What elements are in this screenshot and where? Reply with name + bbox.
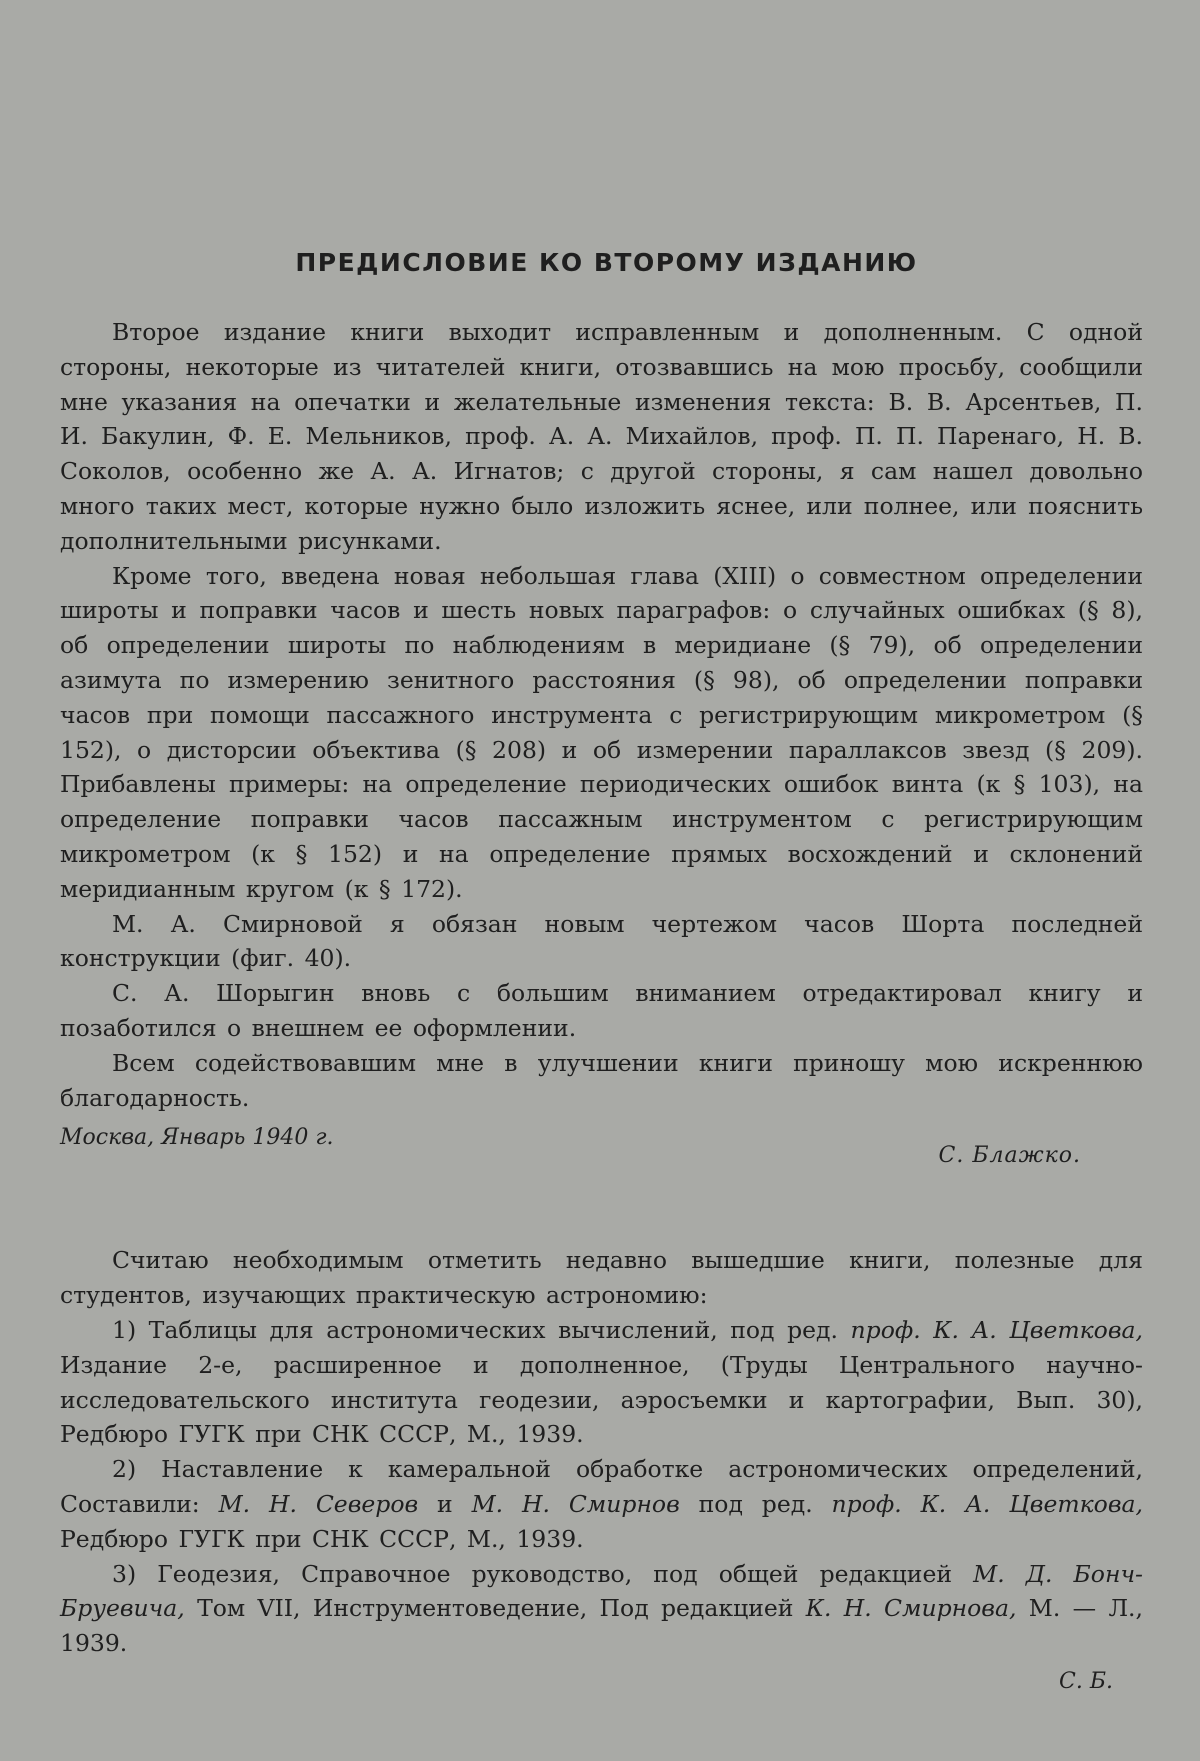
paragraph: Второе издание книги выходит исправленным и дополненным. С одной стороны, некоторые из читателей книги, отозвавшись на мою просьбу, сообщили мне указания на опечатки и желательные изменения текста: В. В. Арсентьев, П. И. Бакулин, Ф. Е. Мельников, проф. А. А. Михайлов, проф. П. П. Паренаго, Н. В. Соколов, особенно же А. А. Игнатов; с другой стороны, я сам нашел довольно много таких мест, которые нужно было изложить яснее, или полнее, или пояснить дополнительными рисунками. (60, 318, 1143, 555)
place-date: Москва, Январь 1940 г. (60, 1125, 334, 1151)
page-title: ПРЕДИСЛОВИЕ КО ВТОРОМУ ИЗДАНИЮ (295, 248, 918, 277)
reference-editor: К. Н. Смирнова, (805, 1594, 1017, 1623)
reference-text: Редбюро ГУГК при СНК СССР, М., 1939. (60, 1524, 584, 1553)
reference-author: М. Н. Смирнов (471, 1489, 680, 1518)
reference-editor: М. Д. Бонч-Бруевича, (60, 1559, 1143, 1623)
reference-editor: проф. К. А. Цветкова, (850, 1315, 1143, 1344)
note-intro: Считаю необходимым отметить недавно вышедшие книги, полезные для студентов, изучающих практическую астрономию: (60, 1246, 1143, 1310)
preface-body (60, 315, 1143, 1115)
book-reference (60, 1452, 1143, 1556)
reference-text: Издание 2-е, расширенное и дополненное, (Труды Центрального научно-исследовательского института геодезии, аэросъемки и картографии, Вып. 30), Редбюро ГУГК при СНК СССР, М., 1939. (60, 1350, 1143, 1449)
reference-author: М. Н. Северов (218, 1489, 419, 1518)
reference-text: 1) Таблицы для астрономических вычислений, под ред. (112, 1315, 851, 1344)
reference-text: 2) Наставление к камеральной обработке астрономических определений, Составили: (60, 1455, 1143, 1518)
reference-editor: проф. К. А. Цветкова, (831, 1489, 1143, 1518)
book-reference (60, 1313, 1143, 1452)
signature-row (60, 1125, 1143, 1181)
paragraph: Кроме того, введена новая небольшая глава (XIII) о совместном определении широты и поправки часов и шесть новых параграфов: о случайных ошибках (§ 8), об определении широты по наблюдениям в меридиане (§ 79), об определении азимута по измерению зенитного расстояния (§ 98), об определении поправки часов при помощи пассажного инструмента с регистрирующим микрометром (§ 152), о дисторсии объектива (§ 208) и об измерении параллаксов звезд (§ 209). Прибавлены примеры: на определение периодических ошибок винта (к § 103), на определение поправки часов пассажным инструментом с регистрирующим микрометром (к § 152) и на определение прямых восхождений и склонений меридианным кругом (к § 172). (60, 561, 1143, 903)
note-signature: С. Б. (1059, 1668, 1113, 1694)
reference-text: М. — Л., 1939. (60, 1594, 1143, 1658)
reference-text: и (418, 1489, 472, 1518)
reference-text: 3) Геодезия, Справочное руководство, под общей редакцией (112, 1559, 974, 1588)
paragraph: М. А. Смирновой я обязан новым чертежом часов Шорта последней конструкции (фиг. 40). (60, 909, 1143, 973)
book-reference (60, 1557, 1143, 1661)
reference-text: под ред. (679, 1489, 832, 1518)
reference-text: Том VII, Инструментоведение, Под редакцией (184, 1594, 806, 1623)
note-block (60, 1243, 1143, 1694)
author-signature: С. Блажко. (938, 1143, 1081, 1169)
paragraph: С. А. Шорыгин вновь с большим вниманием отредактировал книгу и позаботился о внешнем ее оформлении. (60, 979, 1143, 1042)
paragraph: Всем содействовавшим мне в улучшении книги приношу мою искреннюю благодарность. (60, 1048, 1143, 1112)
